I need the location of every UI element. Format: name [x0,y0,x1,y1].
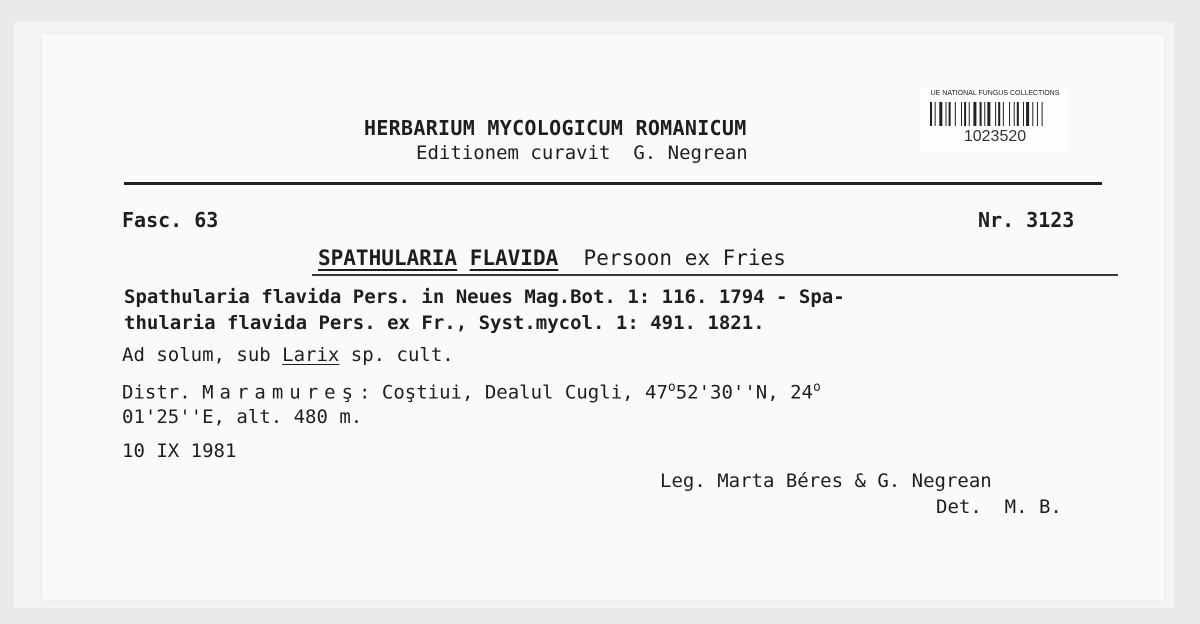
species-name [318,246,786,270]
collection-date: 10 IX 1981 [122,440,237,462]
species-author: Persoon ex Fries [583,246,786,270]
barcode-bar [980,102,982,126]
habitat-prefix: Ad solum, sub [122,344,283,366]
species-divider [312,274,1118,276]
locality-region: Maramureş [202,381,360,404]
header-divider [124,182,1102,185]
locality-line-1 [122,380,821,403]
barcode-bar [955,102,956,126]
barcode-institution: UE NATIONAL FUNGUS COLLECTIONS [930,90,1060,97]
editor-line: Editionem curavit G. Negrean [416,142,748,164]
barcode-sticker [920,88,1070,152]
barcode-bar [1037,102,1038,126]
barcode-bar [969,102,970,126]
barcode-bar [946,102,947,126]
determiner: Det. M. B. [936,496,1062,518]
species-genus: SPATHULARIA [318,246,458,270]
collectors: Leg. Marta Béres & G. Negrean [660,470,992,492]
barcode-bar [998,102,1000,126]
barcode-bar [964,102,966,126]
barcode-bar [1026,102,1029,126]
barcode-bar [1009,102,1010,126]
locality-coords: 52'30''N, 24 [675,381,813,404]
herbarium-title: HERBARIUM MYCOLOGICUM ROMANICUM [364,116,747,140]
barcode-bar [995,102,996,126]
barcode-bar [1032,102,1033,126]
citation-line-2: thularia flavida Pers. ex Fr., Syst.mycol. 1: 491. 1821. [124,312,765,334]
specimen-number: Nr. 3123 [978,208,1075,232]
barcode-bar [935,102,936,126]
barcode-bar [930,102,932,126]
barcode-bar [949,102,951,126]
barcode-bar [1023,102,1024,126]
barcode-bar [984,102,985,126]
barcode-bar [1042,102,1043,126]
barcode-bar [1017,102,1019,126]
barcode-bar [1003,102,1004,126]
barcode-bar [939,102,942,126]
degree-sign: o [667,380,676,395]
barcode-bar [987,102,990,126]
barcode-number: 1023520 [963,128,1027,145]
fascicle-number: Fasc. 63 [122,208,219,232]
barcode-bar [961,102,962,126]
species-epithet: FLAVIDA [469,246,559,270]
barcode-bar [1014,102,1015,126]
citation-line-1: Spathularia flavida Pers. in Neues Mag.Bot. 1: 116. 1794 - Spa- [124,286,845,308]
barcode-bar [973,102,976,126]
locality-place: : Coştiui, Dealul Cugli, 47 [359,381,668,404]
habitat-line [122,344,454,366]
degree-sign: o [813,380,821,395]
locality-distr: Distr. [122,381,203,404]
barcode-icon [930,102,1060,126]
locality-line-2: 01'25''E, alt. 480 m. [122,406,363,428]
habitat-host: Larix [282,344,340,366]
habitat-suffix: sp. cult. [339,344,454,366]
